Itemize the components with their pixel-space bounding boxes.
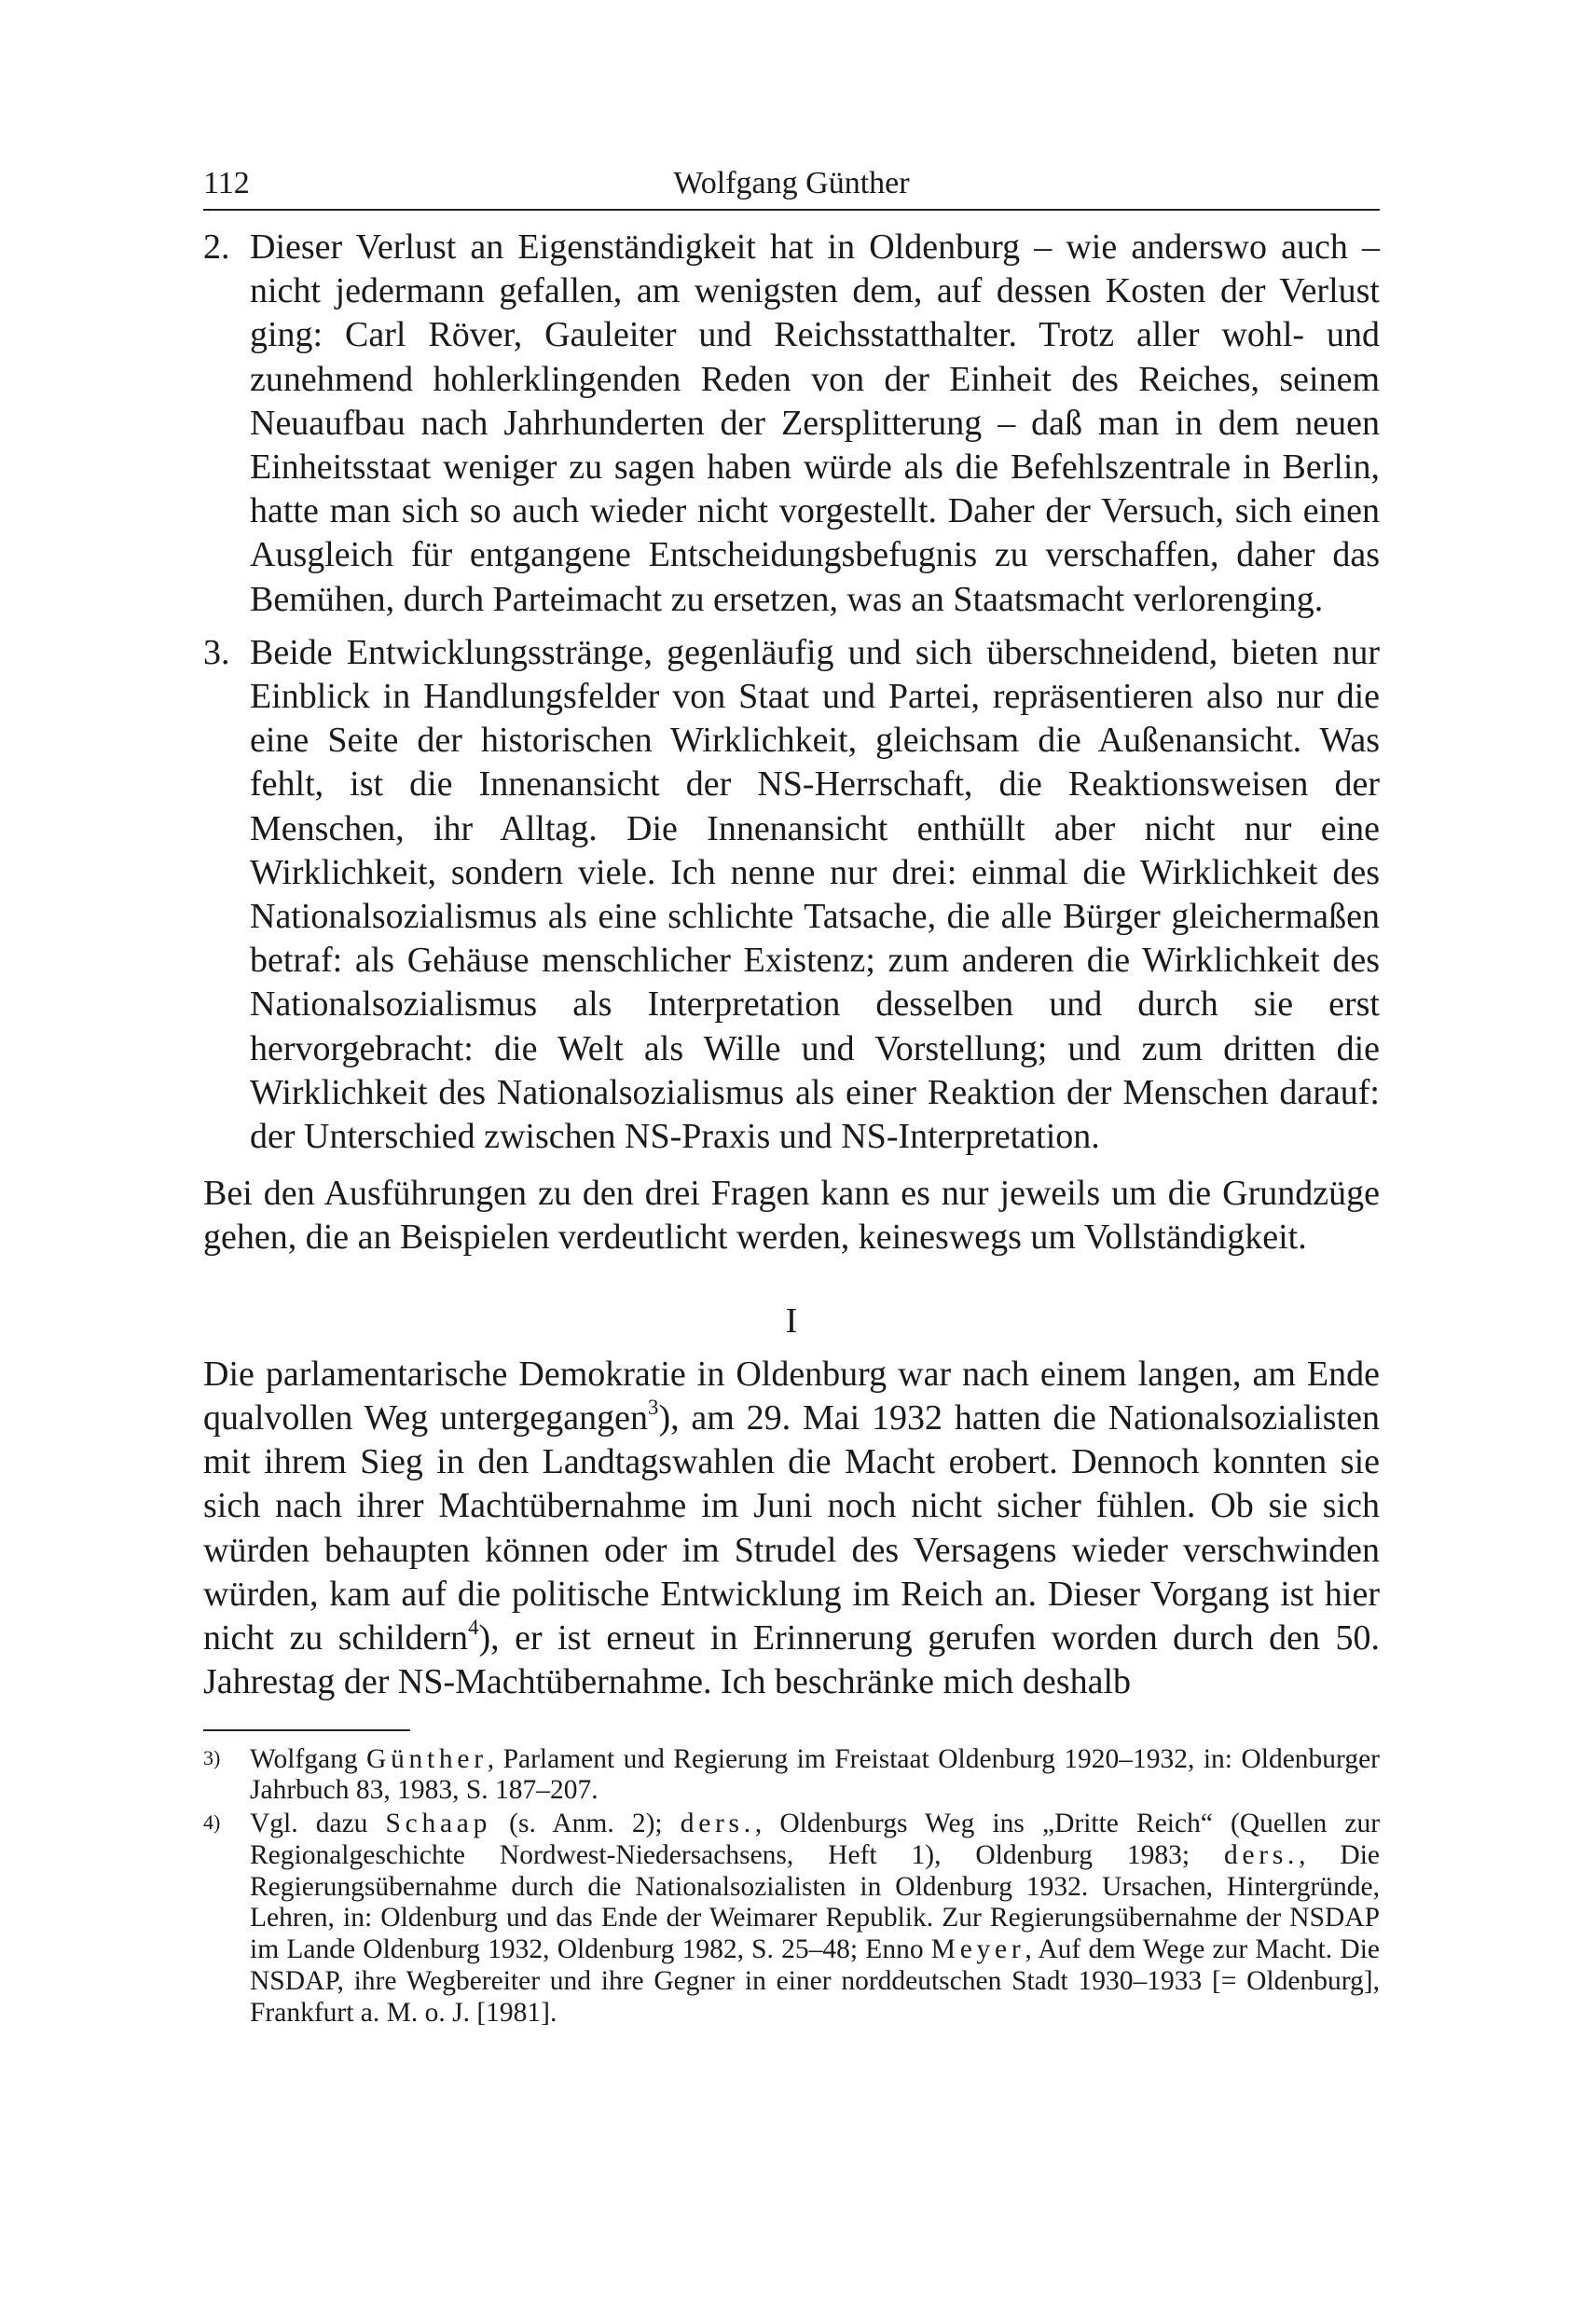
- footnote-segment: Vgl. dazu: [250, 1809, 386, 1839]
- footnote-segment: , Parlament und Regierung im Freistaat Oldenburg 1920–1932, in: Oldenburger Jahrbuch 83, 1983, S. 187–207.: [250, 1743, 1380, 1806]
- footnote-text: [250, 1744, 1380, 1808]
- footnote-mark: 4): [203, 1810, 221, 1835]
- footnote: [203, 1744, 1380, 1808]
- item-number: 3.: [203, 632, 230, 672]
- numbered-item: [203, 631, 1380, 1159]
- footnotes: [203, 1744, 1380, 2030]
- footnote-ref[interactable]: 3: [648, 1396, 659, 1420]
- main-text: [203, 226, 1380, 1705]
- book-page: [203, 157, 1380, 2031]
- footnote-divider: [203, 1729, 410, 1731]
- footnote-segment: , Die Regierungsübernahme durch die Nationalsozialisten in Oldenburg 1932. Ursachen, Hintergründe, Lehren, in: Oldenburg und das Ende der Weimarer Republik. Zur Regierungsübernahme der NSDAP im Lande Oldenburg 1932, Oldenburg 1982, S. 25–48; Enno: [250, 1839, 1380, 1965]
- footnote-text: [250, 1809, 1380, 2030]
- section-heading: I: [785, 1300, 798, 1341]
- paragraph-text: ), er ist erneut in Erinnerung gerufen worden durch den 50. Jahrestag der NS-Machtübernahme. Ich beschränke mich deshalb: [203, 1618, 1380, 1702]
- paragraph: Bei den Ausführungen zu den drei Fragen kann es nur jeweils um die Grundzüge gehen, die an Beispielen verdeutlicht werden, keineswegs um Vollständigkeit.: [203, 1174, 1380, 1258]
- running-head: Wolfgang Günther: [673, 166, 910, 200]
- footnote-segment: (s. Anm. 2);: [491, 1809, 681, 1839]
- page-header: [203, 157, 1380, 211]
- footnote-mark: 3): [203, 1745, 221, 1769]
- paragraph-text: ), am 29. Mai 1932 hatten die Nationalsozialisten mit ihrem Sieg in den Landtagswahlen die Macht erobert. Dennoch konnten sie sich nach ihrer Machtübernahme im Juni noch nicht sicher fühlen. Ob sie sich würden behaupten können oder im Strudel des Versagens wieder verschwinden würden, kam auf die politische Entwicklung im Reich an. Dieser Vorgang ist hier nicht zu schildern: [203, 1398, 1380, 1658]
- footnote-author: Günther: [366, 1743, 488, 1774]
- paragraph: [203, 1353, 1380, 1705]
- item-text: Dieser Verlust an Eigenständigkeit hat in Oldenburg – wie anderswo auch – nicht jedermann gefallen, am wenigsten dem, auf dessen Kosten der Verlust ging: Carl Röver, Gauleiter und Reichsstatthalter. Trotz aller wohl- und zunehmend hohlerklingenden Reden von der Einheit des Reiches, seinem Neuaufbau nach Jahrhunderten der Zersplitterung – daß man in dem neuen Einheitsstaat weniger zu sagen haben würde als die Befehlszentrale in Berlin, hatte man sich so auch wieder nicht vorgestellt. Daher der Versuch, sich einen Ausgleich für entgangene Entscheidungsbefugnis zu verschaffen, daher das Bemühen, durch Parteimacht zu ersetzen, was an Staatsmacht verlorenging.: [250, 227, 1380, 619]
- footnote-author: ders.: [1224, 1839, 1300, 1870]
- footnote-segment: , Oldenburgs Weg ins „Dritte Reich“ (Quellen zur Regionalgeschichte Nordwest-Niedersachsens, Heft 1), Oldenburg 1983;: [250, 1809, 1381, 1870]
- footnote-author: Meyer: [930, 1934, 1025, 1965]
- page-number: 112: [203, 166, 250, 200]
- item-text: Beide Entwicklungsstränge, gegenläufig und sich überschneidend, bieten nur Einblick in Handlungsfelder von Staat und Partei, repräsentieren also nur die eine Seite der historischen Wirklichkeit, gleichsam die Außenansicht. Was fehlt, ist die Innenansicht der NS-Herrschaft, die Reaktionsweisen der Menschen, ihr Alltag. Die Innenansicht enthüllt aber nicht nur eine Wirklichkeit, sondern viele. Ich nenne nur drei: einmal die Wirklichkeit des Nationalsozialismus als eine schlichte Tatsache, die alle Bürger gleichermaßen betraf: als Gehäuse menschlicher Existenz; zum anderen die Wirklichkeit des Nationalsozialismus als Interpretation desselben und durch sie erst hervorgebracht: die Welt als Wille und Vorstellung; und zum dritten die Wirklichkeit des Nationalsozialismus als einer Reaktion der Menschen darauf: der Unterschied zwischen NS-Praxis und NS-Interpretation.: [250, 632, 1380, 1157]
- footnote-author: ders.: [680, 1809, 755, 1839]
- numbered-item: [203, 226, 1380, 622]
- footnote-ref[interactable]: 4: [468, 1616, 479, 1640]
- footnote-author: Schaap: [385, 1809, 492, 1839]
- footnote-segment: , Auf dem Wege zur Macht. Die NSDAP, ihre Wegbereiter und ihre Gegner in einer norddeutschen Stadt 1930–1933 [= Oldenburg], Frankfurt a. M. o. J. [1981].: [250, 1934, 1380, 2028]
- footnote-segment: Wolfgang: [250, 1743, 367, 1774]
- footnote: [203, 1809, 1380, 2030]
- paragraph-text: Die parlamentarische Demokratie in Oldenburg war nach einem langen, am Ende qualvollen Weg untergegangen: [203, 1354, 1380, 1438]
- item-number: 2.: [203, 227, 230, 267]
